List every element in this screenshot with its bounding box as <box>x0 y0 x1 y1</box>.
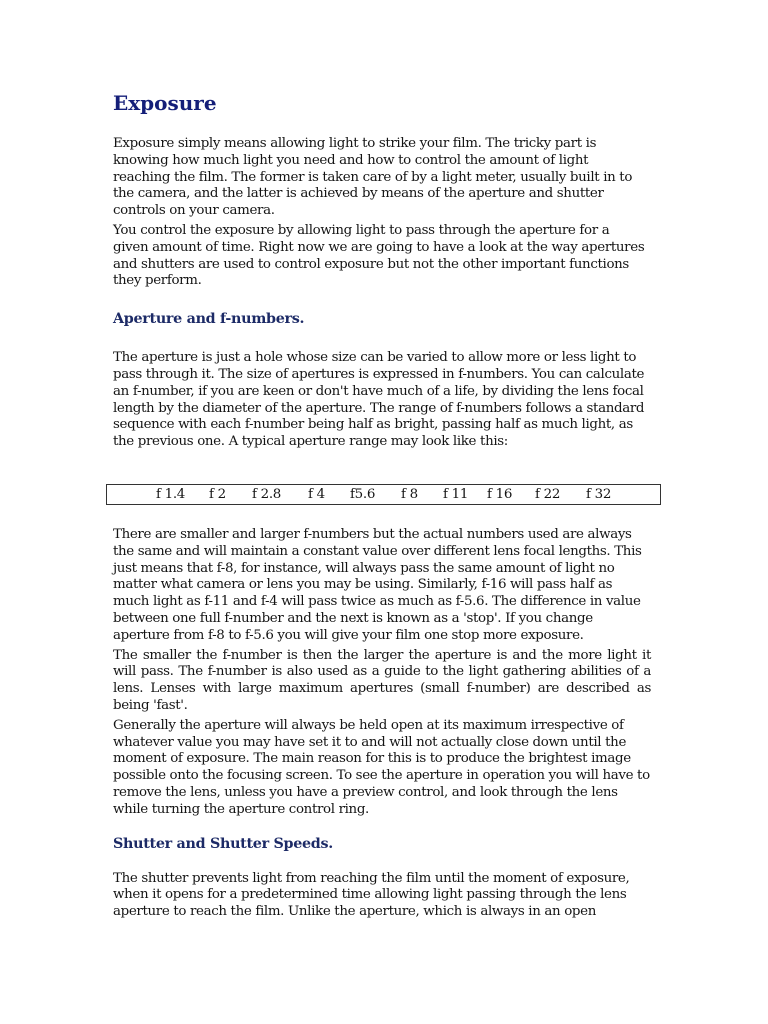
aperture-heading: Aperture and f-numbers. <box>113 311 305 328</box>
shutter-heading: Shutter and Shutter Speeds. <box>113 835 333 852</box>
page-title: Exposure <box>113 91 217 115</box>
fstop-cell: f 32 <box>586 487 612 502</box>
aperture-body-paragraph-2: The smaller the f-number is then the larger the aperture is and the more light it will pass. The f-number is also used as a guide to the light gathering abilities of a lens. Lenses with large maximum apertures (small f-number) are described as being 'fast'. <box>113 647 651 713</box>
fstop-cell: f 4 <box>308 487 325 502</box>
aperture-body-paragraph-1: There are smaller and larger f-numbers but the actual numbers used are always the same and will maintain a constant value over different lens focal lengths. This just means that f-8, for instance, will always pass the same amount of light no matter what camera or lens you may be using. Similarly, f-16 will pass half as much light as f-11 and f-4 will pass twice as much as f-5.6. The difference in value between one full f-number and the next is known as a 'stop'. If you change aperture from f-8 to f-5.6 you will give your film one stop more exposure. <box>113 527 642 643</box>
aperture-intro-paragraph: The aperture is just a hole whose size can be varied to allow more or less light to pass through it. The size of apertures is expressed in f-numbers. You can calculate an f-number, if you are keen or don't have much of a life, by dividing the lens focal length by the diameter of the aperture. The range of f-numbers follows a standard sequence with each f-number being half as bright, passing half as much light, as the previous one. A typical aperture range may look like this: <box>113 350 645 450</box>
fstop-cell: f 2 <box>209 487 226 502</box>
shutter-intro-paragraph: The shutter prevents light from reaching the film until the moment of exposure, when it opens for a predetermined time allowing light passing through the lens aperture to reach the film. Unlike the aperture, which is always in an open <box>113 870 630 920</box>
fstop-cell: f 1.4 <box>156 487 186 502</box>
fstop-table <box>106 484 661 505</box>
fstop-cell: f5.6 <box>350 487 376 502</box>
fstop-cell: f 8 <box>401 487 418 502</box>
document-page <box>113 88 645 451</box>
fstop-cell: f 11 <box>443 487 469 502</box>
fstop-cell: f 22 <box>535 487 561 502</box>
intro-paragraph-1: Exposure simply means allowing light to strike your film. The tricky part is knowing how much light you need and how to control the amount of light reaching the film. The former is taken care of by a light meter, usually built in to the camera, and the latter is achieved by means of the aperture and shutter controls on your camera. <box>113 136 633 219</box>
aperture-body-paragraph-3: Generally the aperture will always be held open at its maximum irrespective of whatever value you may have set it to and will not actually close down until the moment of exposure. The main reason for this is to produce the brightest image possible onto the focusing screen. To see the aperture in operation you will have to remove the lens, unless you have a preview control, and look through the lens while turning the aperture control ring. <box>113 717 650 817</box>
document-continuation <box>113 527 651 921</box>
intro-paragraph-2: You control the exposure by allowing light to pass through the aperture for a given amount of time. Right now we are going to have a look at the way apertures and shutters are used to control exposure but not the other important functions they perform. <box>113 222 645 289</box>
fstop-cell: f 16 <box>487 487 513 502</box>
fstop-cell: f 2.8 <box>252 487 282 502</box>
